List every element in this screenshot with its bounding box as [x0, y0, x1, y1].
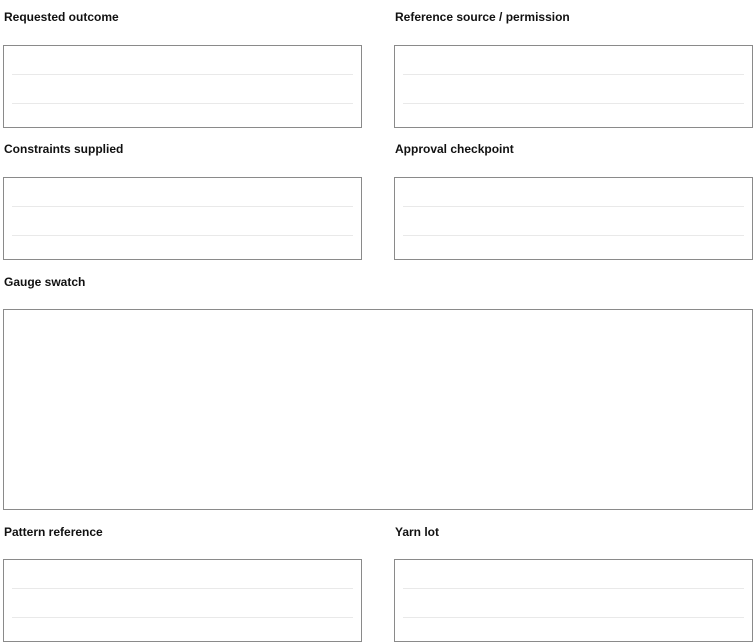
gauge-swatch-label: Gauge swatch	[4, 275, 86, 289]
ruled-line	[12, 588, 353, 589]
approval-checkpoint-label: Approval checkpoint	[395, 142, 514, 156]
ruled-line	[403, 74, 744, 75]
requested-outcome-label: Requested outcome	[4, 10, 119, 24]
ruled-line	[12, 74, 353, 75]
ruled-line	[403, 206, 744, 207]
ruled-line	[12, 206, 353, 207]
constraints-supplied-field[interactable]	[3, 177, 362, 260]
ruled-line	[403, 588, 744, 589]
ruled-line	[12, 103, 353, 104]
pattern-reference-label: Pattern reference	[4, 525, 103, 539]
constraints-supplied-label: Constraints supplied	[4, 142, 124, 156]
yarn-lot-field[interactable]	[394, 559, 753, 642]
reference-source-label: Reference source / permission	[395, 10, 570, 24]
ruled-line	[403, 617, 744, 618]
gauge-swatch-area[interactable]	[3, 309, 753, 510]
reference-source-field[interactable]	[394, 45, 753, 128]
approval-checkpoint-field[interactable]	[394, 177, 753, 260]
requested-outcome-field[interactable]	[3, 45, 362, 128]
yarn-lot-label: Yarn lot	[395, 525, 440, 539]
ruled-line	[403, 235, 744, 236]
ruled-line	[12, 617, 353, 618]
ruled-line	[12, 235, 353, 236]
pattern-reference-field[interactable]	[3, 559, 362, 642]
ruled-line	[403, 103, 744, 104]
